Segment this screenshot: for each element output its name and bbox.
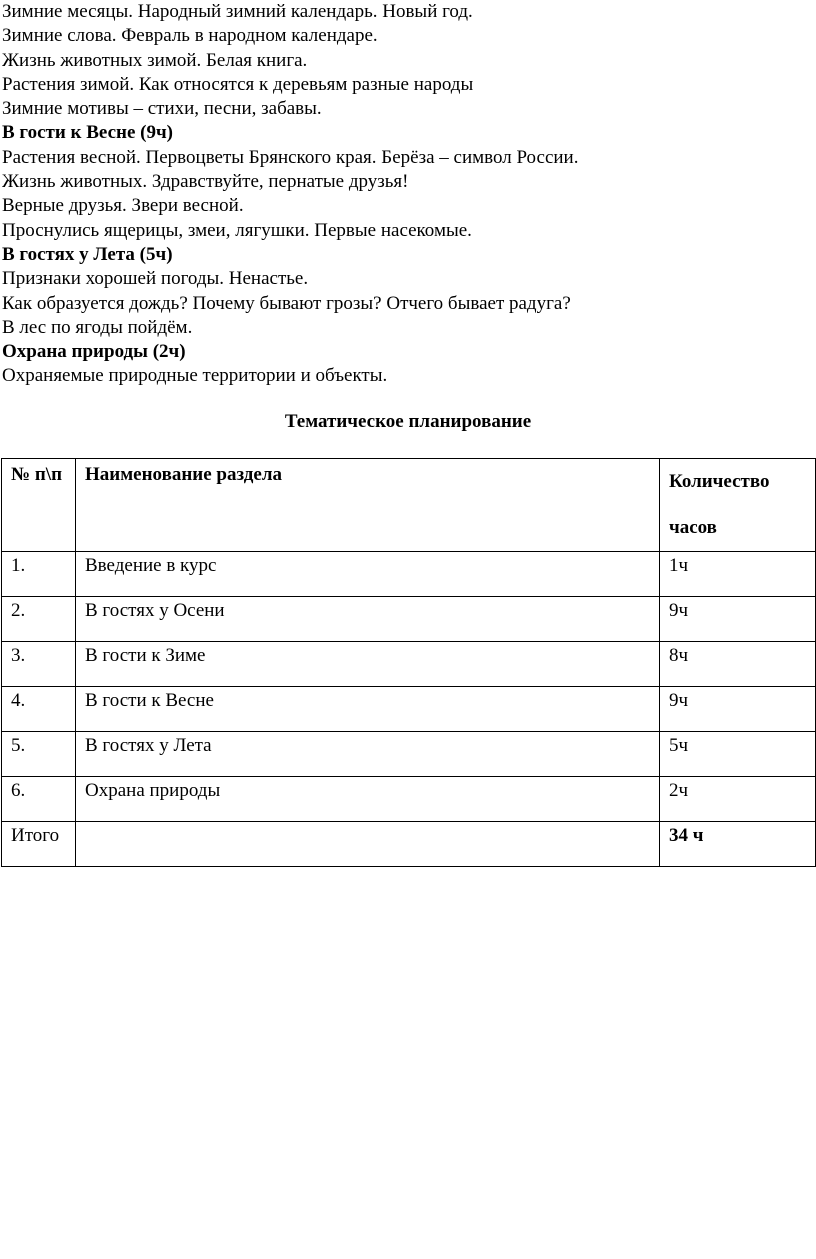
text-line: Признаки хорошей погоды. Ненастье. [2,268,309,290]
table-row [2,552,816,597]
thematic-plan-table [1,458,816,867]
row-section: В гости к Зиме [76,642,660,687]
text-line: Растения зимой. Как относятся к деревьям разные народы [2,73,474,95]
row-section: В гостях у Осени [76,597,660,642]
text-line: Верные друзья. Звери весной. [2,195,244,217]
table-total-row [2,822,816,867]
row-section: В гостях у Лета [76,732,660,777]
header-hours [660,459,816,552]
row-number: 2. [2,597,76,642]
row-number: 5. [2,732,76,777]
row-number: 4. [2,687,76,732]
row-hours: 9ч [660,597,816,642]
row-section: В гости к Весне [76,687,660,732]
row-hours: 9ч [660,687,816,732]
plan-title: Тематическое планирование [284,411,532,432]
text-line: В лес по ягоды пойдём. [2,316,193,338]
row-hours: 5ч [660,732,816,777]
header-hours-line1: Количество [669,471,770,492]
row-hours: 8ч [660,642,816,687]
total-label: Итого [2,822,76,867]
row-number: 3. [2,642,76,687]
table-row [2,642,816,687]
table-row [2,777,816,822]
text-line: Зимние слова. Февраль в народном календаре. [2,25,378,47]
text-line: Проснулись ящерицы, змеи, лягушки. Первые насекомые. [2,219,472,241]
table-row [2,597,816,642]
table-row [2,687,816,732]
text-line: Растения весной. Первоцветы Брянского края. Берёза – символ России. [2,146,579,168]
row-number: 1. [2,552,76,597]
row-hours: 2ч [660,777,816,822]
table-header-row [2,459,816,552]
section-heading: Охрана природы (2ч) [2,341,186,363]
text-line: Жизнь животных зимой. Белая книга. [2,49,308,71]
header-section: Наименование раздела [76,459,660,552]
row-section: Введение в курс [76,552,660,597]
section-heading: В гости к Весне (9ч) [2,122,174,144]
text-line: Зимние мотивы – стихи, песни, забавы. [2,98,322,120]
text-line: Жизнь животных. Здравствуйте, пернатые друзья! [2,171,409,193]
row-hours: 1ч [660,552,816,597]
text-line: Зимние месяцы. Народный зимний календарь. Новый год. [2,1,473,22]
row-section: Охрана природы [76,777,660,822]
text-line: Охраняемые природные территории и объекты. [2,365,388,387]
total-section [76,822,660,867]
header-number: № п\п [2,459,76,552]
header-hours-line2: часов [669,517,717,538]
total-hours: 34 ч [660,822,816,867]
table-row [2,732,816,777]
syllabus-text [2,0,802,389]
text-line: Как образуется дождь? Почему бывают грозы? Отчего бывает радуга? [2,292,571,314]
section-heading: В гостях у Лета (5ч) [2,243,173,265]
row-number: 6. [2,777,76,822]
